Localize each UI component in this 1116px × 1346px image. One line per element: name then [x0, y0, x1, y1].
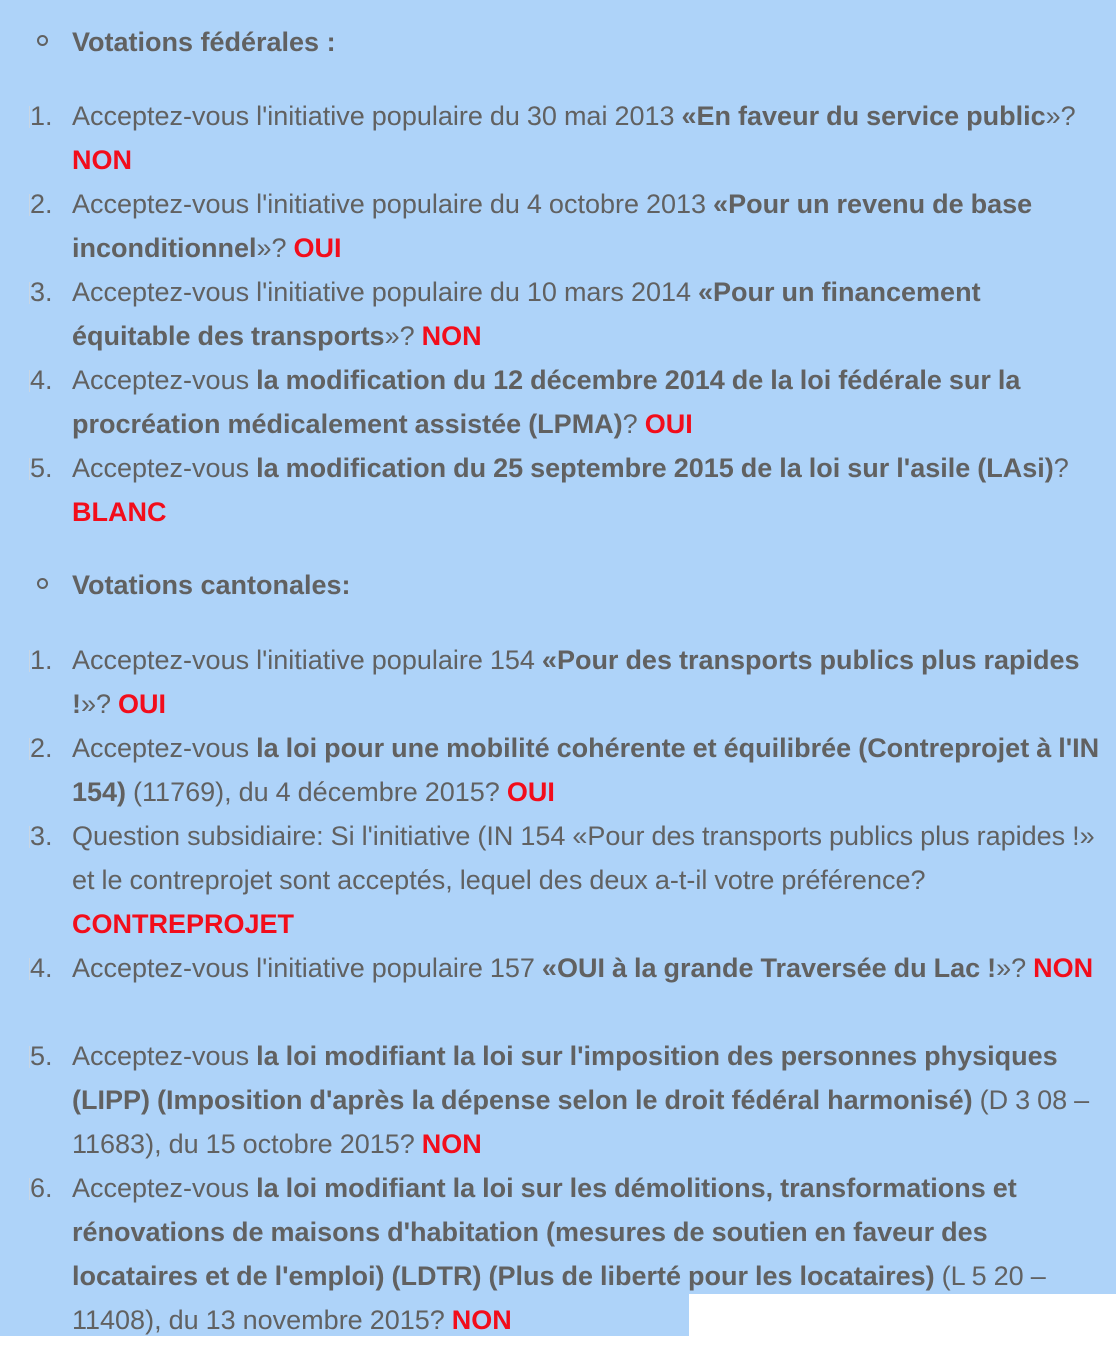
- list-item-number: 5.: [30, 453, 53, 483]
- question-text: Question subsidiaire: Si l'initiative (IN 154 «Pour des transports publics plus rapides !» et le contreprojet sont acceptés, lequel des deux a-t-il votre préférence?: [72, 821, 1095, 895]
- question-text: Acceptez-vous: [72, 365, 257, 395]
- question-emphasis: la modification du 25 septembre 2015 de la loi sur l'asile (LAsi): [256, 453, 1054, 483]
- question-text: Acceptez-vous l'initiative populaire 154: [72, 645, 542, 675]
- question-text: Acceptez-vous: [72, 1041, 257, 1071]
- question-text: ?: [622, 409, 645, 439]
- list-item-number: 1.: [30, 101, 53, 131]
- question-text: (L 5 20 – 11408), du 13 novembre 2015?: [72, 1261, 1046, 1335]
- vote-answer: NON: [421, 1129, 482, 1159]
- list-item-number: 4.: [30, 953, 53, 983]
- question-text: »?: [384, 321, 422, 351]
- question-emphasis: la modification du 12 décembre 2014 de la loi fédérale sur la procréation médicalement assistée (LPMA): [72, 365, 1021, 439]
- question-text: »?: [996, 953, 1034, 983]
- list-item-text: [72, 821, 1095, 939]
- question-text: Acceptez-vous l'initiative populaire du 10 mars 2014: [72, 277, 699, 307]
- question-text: ?: [1053, 453, 1069, 483]
- list-item-text: [72, 101, 1076, 175]
- vote-answer: OUI: [644, 409, 693, 439]
- list-item-text: [72, 1173, 1046, 1335]
- question-text: »?: [1045, 101, 1076, 131]
- question-text: Acceptez-vous: [72, 1173, 257, 1203]
- list-item: [30, 270, 1106, 358]
- question-emphasis: «Pour un financement équitable des transports: [72, 277, 981, 351]
- list-item-number: 5.: [30, 1041, 53, 1071]
- vote-answer: NON: [72, 145, 132, 175]
- list-item: [30, 814, 1106, 946]
- list-item-text: [72, 277, 981, 351]
- list-item-text: [72, 365, 1020, 439]
- list-item-text: [72, 645, 1080, 719]
- list-item: [30, 1166, 1106, 1342]
- question-text: Acceptez-vous l'initiative populaire du 30 mai 2013: [72, 101, 682, 131]
- list-item-text: [72, 1041, 1089, 1159]
- question-emphasis: «En faveur du service public: [681, 101, 1046, 131]
- list-item-number: 1.: [30, 645, 53, 675]
- vote-answer: OUI: [506, 777, 555, 807]
- section-heading-text: Votations cantonales:: [72, 570, 351, 600]
- list-item: [30, 1034, 1106, 1166]
- list-item-number: 2.: [30, 189, 53, 219]
- list-item-number: 6.: [30, 1173, 53, 1203]
- vote-answer: NON: [1033, 953, 1094, 983]
- list-item-text: [72, 733, 1099, 807]
- list-item-text: [72, 453, 1069, 527]
- question-emphasis: «Pour un revenu de base inconditionnel: [72, 189, 1033, 263]
- list-item: [30, 946, 1106, 990]
- vote-answer: CONTREPROJET: [72, 909, 295, 939]
- section-heading-federal: [72, 20, 336, 64]
- question-emphasis: la loi modifiant la loi sur les démolitions, transformations et rénovations de maisons d'habitation (mesures de soutien en faveur des locataires et de l'emploi) (LDTR) (Plus de liberté pour les locataires): [72, 1173, 1017, 1291]
- circle-bullet-icon: [37, 35, 48, 46]
- question-emphasis: la loi modifiant la loi sur l'imposition des personnes physiques (LIPP) (Imposition d'après la dépense selon le droit fédéral harmonisé): [72, 1041, 1058, 1115]
- list-item: [30, 358, 1106, 446]
- list-item-number: 3.: [30, 821, 53, 851]
- list-item-number: 3.: [30, 277, 53, 307]
- list-item-text: [72, 189, 1032, 263]
- vote-answer: OUI: [293, 233, 342, 263]
- question-text: Acceptez-vous: [72, 453, 257, 483]
- section-heading-cantonal: [72, 563, 351, 607]
- vote-answer: NON: [451, 1305, 512, 1335]
- vote-answer: BLANC: [72, 497, 167, 527]
- vote-answer: NON: [421, 321, 482, 351]
- section-heading-text: Votations fédérales :: [72, 27, 336, 57]
- question-text: »?: [81, 689, 119, 719]
- question-emphasis: «OUI à la grande Traversée du Lac !: [541, 953, 997, 983]
- list-item-number: 2.: [30, 733, 53, 763]
- question-emphasis: «Pour des transports publics plus rapides !: [72, 645, 1080, 719]
- list-item: [30, 94, 1106, 182]
- question-emphasis: la loi pour une mobilité cohérente et équilibrée (Contreprojet à l'IN 154): [72, 733, 1100, 807]
- vote-answer: OUI: [118, 689, 167, 719]
- list-item-number: 4.: [30, 365, 53, 395]
- question-text: (D 3 08 – 11683), du 15 octobre 2015?: [72, 1085, 1090, 1159]
- question-text: (11769), du 4 décembre 2015?: [126, 777, 507, 807]
- list-item: [30, 638, 1106, 726]
- circle-bullet-icon: [37, 578, 48, 589]
- list-item: [30, 726, 1106, 814]
- list-item: [30, 446, 1106, 534]
- question-text: Acceptez-vous l'initiative populaire 157: [72, 953, 542, 983]
- list-item: [30, 182, 1106, 270]
- question-text: »?: [256, 233, 294, 263]
- list-item-text: [72, 953, 1093, 983]
- question-text: Acceptez-vous: [72, 733, 257, 763]
- question-text: Acceptez-vous l'initiative populaire du 4 octobre 2013: [72, 189, 714, 219]
